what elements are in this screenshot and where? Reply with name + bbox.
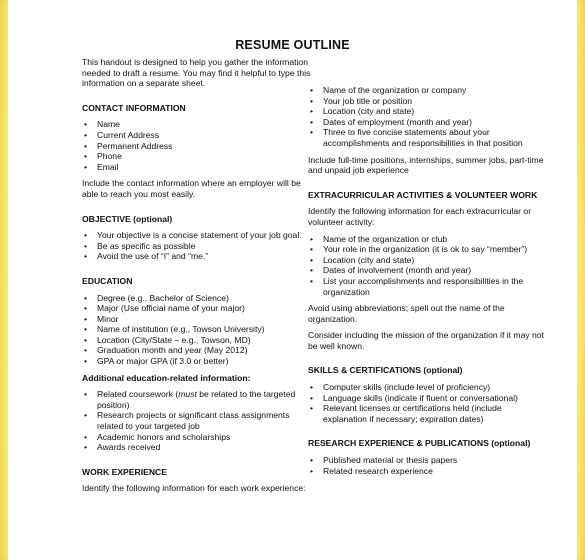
skills-heading: SKILLS & CERTIFICATIONS (optional) xyxy=(308,365,463,376)
extracurricular-heading: EXTRACURRICULAR ACTIVITIES & VOLUNTEER WORK xyxy=(308,189,538,200)
list-item: • Location (City/State – e.g., Towson, MD) xyxy=(82,335,314,346)
contact-list xyxy=(82,119,314,172)
additional-education-list xyxy=(82,389,314,453)
list-item: • Email xyxy=(82,162,314,173)
list-item: • List your accomplishments and responsibilities in the organization xyxy=(308,276,544,297)
objective-list xyxy=(82,230,314,262)
work-intro: Identify the following information for each work experience: xyxy=(82,483,306,494)
list-item: • Your job title or position xyxy=(308,96,544,107)
list-item: • Current Address xyxy=(82,130,314,141)
list-item: • Name of the organization or company xyxy=(308,85,544,96)
work-note: Include full-time positions, internships, summer jobs, part-time and unpaid job experience xyxy=(308,154,544,176)
list-item: • Dates of involvement (month and year) xyxy=(308,265,544,276)
list-item: • Three to five concise statements about your accomplishments and responsibilities in that position xyxy=(308,127,544,148)
right-column xyxy=(308,85,544,476)
list-item: • Dates of employment (month and year) xyxy=(308,117,544,128)
document-page xyxy=(8,0,577,560)
list-item: • Avoid the use of “I” and “me.” xyxy=(82,251,314,262)
contact-heading: CONTACT INFORMATION xyxy=(82,102,186,113)
list-item: • Be as specific as possible xyxy=(82,241,314,252)
extracurricular-list xyxy=(308,234,544,298)
list-item: • Degree (e.g., Bachelor of Science) xyxy=(82,293,314,304)
list-item: • Your role in the organization (it is ok to say “member”) xyxy=(308,244,544,255)
list-item: • Permanent Address xyxy=(82,141,314,152)
education-list xyxy=(82,293,314,367)
extracurricular-note-1: Avoid using abbreviations; spell out the name of the organization. xyxy=(308,303,505,324)
list-item: • Related coursework (must be related to the targeted position) xyxy=(82,389,314,410)
contact-note: Include the contact information where an employer will be able to reach you most easily. xyxy=(82,178,301,199)
list-item: • Published material or thesis papers xyxy=(308,455,544,466)
list-item: • Location (city and state) xyxy=(308,106,544,117)
work-list xyxy=(308,85,544,149)
list-item: • Name of institution (e.g., Towson University) xyxy=(82,324,314,335)
list-item: • Name xyxy=(82,119,314,130)
work-heading: WORK EXPERIENCE xyxy=(82,466,167,477)
list-item: • Location (city and state) xyxy=(308,255,544,266)
list-item: • Relevant licenses or certifications held (include explanation if necessary; expiration dates) xyxy=(308,403,544,424)
education-heading: EDUCATION xyxy=(82,275,133,286)
list-item: • Phone xyxy=(82,151,314,162)
list-item: • Your objective is a concise statement of your job goal. xyxy=(82,230,314,241)
extracurricular-intro: Identify the following information for each extracurricular or volunteer activity: xyxy=(308,206,532,227)
list-item: • Computer skills (include level of proficiency) xyxy=(308,382,544,393)
list-item: • Minor xyxy=(82,314,314,325)
intro-paragraph: This handout is designed to help you gather the information needed to draft a resume. You may find it helpful to type this information on a separate sheet. xyxy=(82,57,311,89)
list-item: • Research projects or significant class assignments related to your targeted job xyxy=(82,410,314,431)
objective-heading: OBJECTIVE (optional) xyxy=(82,213,173,224)
list-item: • Language skills (indicate if fluent or conversational) xyxy=(308,393,544,404)
list-item: • Academic honors and scholarships xyxy=(82,432,314,443)
additional-education-heading: Additional education-related information: xyxy=(82,372,251,383)
research-list xyxy=(308,455,544,476)
page-title: RESUME OUTLINE xyxy=(235,38,350,52)
list-item: • GPA or major GPA (if 3.0 or better) xyxy=(82,356,314,367)
extracurricular-note-2: Consider including the mission of the organization if it may not be well known. xyxy=(308,330,544,351)
skills-list xyxy=(308,382,544,424)
list-item: • Major (Use official name of your major) xyxy=(82,303,314,314)
list-item: • Graduation month and year (May 2012) xyxy=(82,345,314,356)
research-heading: RESEARCH EXPERIENCE & PUBLICATIONS (optional) xyxy=(308,438,531,449)
list-item: • Name of the organization or club xyxy=(308,234,544,245)
list-item: • Awards received xyxy=(82,442,314,453)
list-item: • Related research experience xyxy=(308,466,544,477)
left-column xyxy=(82,57,314,494)
